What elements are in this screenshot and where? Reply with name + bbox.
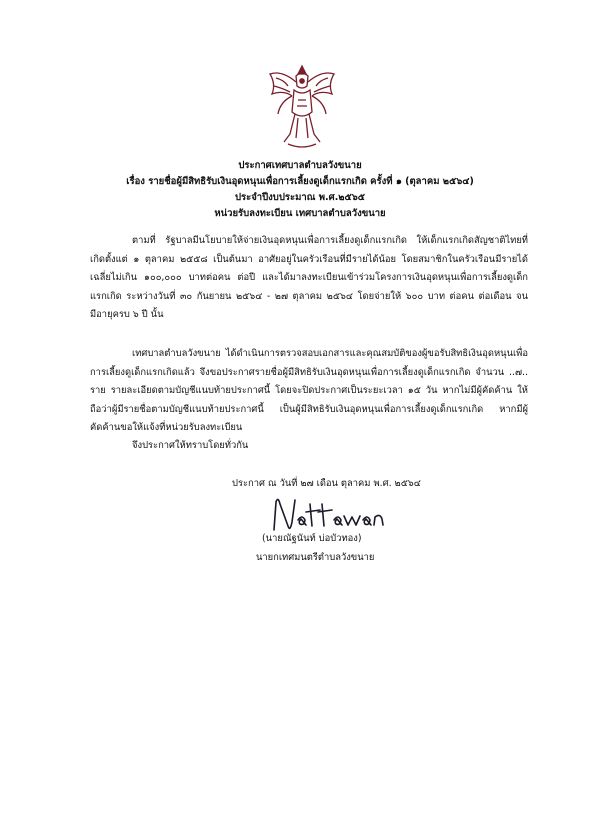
subject-line: เรื่อง รายชื่อผู้มีสิทธิรับเงินอุดหนุนเพื่อการเลี้ยงดูเด็กแรกเกิด ครั้งที่ ๑ (ตุลาคม ๒๕๖๔)	[126, 176, 474, 187]
paragraph-background: ตามที่ รัฐบาลมีนโยบายให้จ่ายเงินอุดหนุนเพื่อการเลี้ยงดูเด็กแรกเกิด ให้เด็กแรกเกิดสัญชาติไทยที่เกิดตั้งแต่ ๑ ตุลาคม ๒๕๕๘ เป็นต้นมา อาศัยอยู่ในครัวเรือนที่มีรายได้น้อย โดยสมาชิกในครัวเรือนมีรายได้เฉลี่ยไม่เกิน ๑๐๐,๐๐๐ บาทต่อคน ต่อปี และได้มาลงทะเบียนเข้าร่วมโครงการเงินอุดหนุนเพื่อการเลี้ยงดูเด็กแรกเกิด ระหว่างวันที่ ๓๐ กันยายน ๒๕๖๔ - ๒๗ ตุลาคม ๒๕๖๔ โดยจ่ายให้ ๖๐๐ บาท ต่อคน ต่อเดือน จนมีอายุครบ ๖ ปี นั้น	[90, 235, 528, 320]
garuda-emblem-icon	[262, 60, 342, 152]
announcement-date: ประกาศ ณ วันที่ ๒๗ เดือน ตุลาคม พ.ศ. ๒๕๖๔	[232, 478, 421, 489]
paragraph-announcement: เทศบาลตำบลวังขนาย ได้ดำเนินการตรวจสอบเอกสารและคุณสมบัติของผู้ขอรับสิทธิเงินอุดหนุนเพื่อการเลี้ยงดูเด็กแรกเกิดแล้ว จึงขอประกาศรายชื่อผู้มีสิทธิรับเงินอุดหนุนเพื่อการเลี้ยงดูเด็กแรกเกิด จำนวน ..๗.. ราย รายละเอียดตามบัญชีแนบท้ายประกาศนี้ โดยจะปิดประกาศเป็นระยะเวลา ๑๕ วัน หากไม่มีผู้คัดค้าน ให้ถือว่าผู้มีรายชื่อตามบัญชีแนบท้ายประกาศนี้ เป็นผู้มีสิทธิรับเงินอุดหนุนเพื่อการเลี้ยงดูเด็กแรกเกิด หากมีผู้คัดค้านขอให้แจ้งที่หน่วยรับลงทะเบียน	[90, 348, 528, 433]
paragraph-closing: จึงประกาศให้ทราบโดยทั่วกัน	[132, 440, 249, 451]
registration-unit-line: หน่วยรับลงทะเบียน เทศบาลตำบลวังขนาย	[214, 208, 386, 219]
signer-name: (นายณัฐนันท์ บ่อบัวทอง)	[262, 533, 362, 544]
announcement-header	[90, 158, 510, 222]
fiscal-year-line: ประจำปีงบประมาณ พ.ศ.๒๕๖๕	[235, 192, 365, 203]
issuer-title: ประกาศเทศบาลตำบลวังขนาย	[238, 160, 362, 171]
signer-position: นายกเทศมนตรีตำบลวังขนาย	[256, 552, 375, 563]
